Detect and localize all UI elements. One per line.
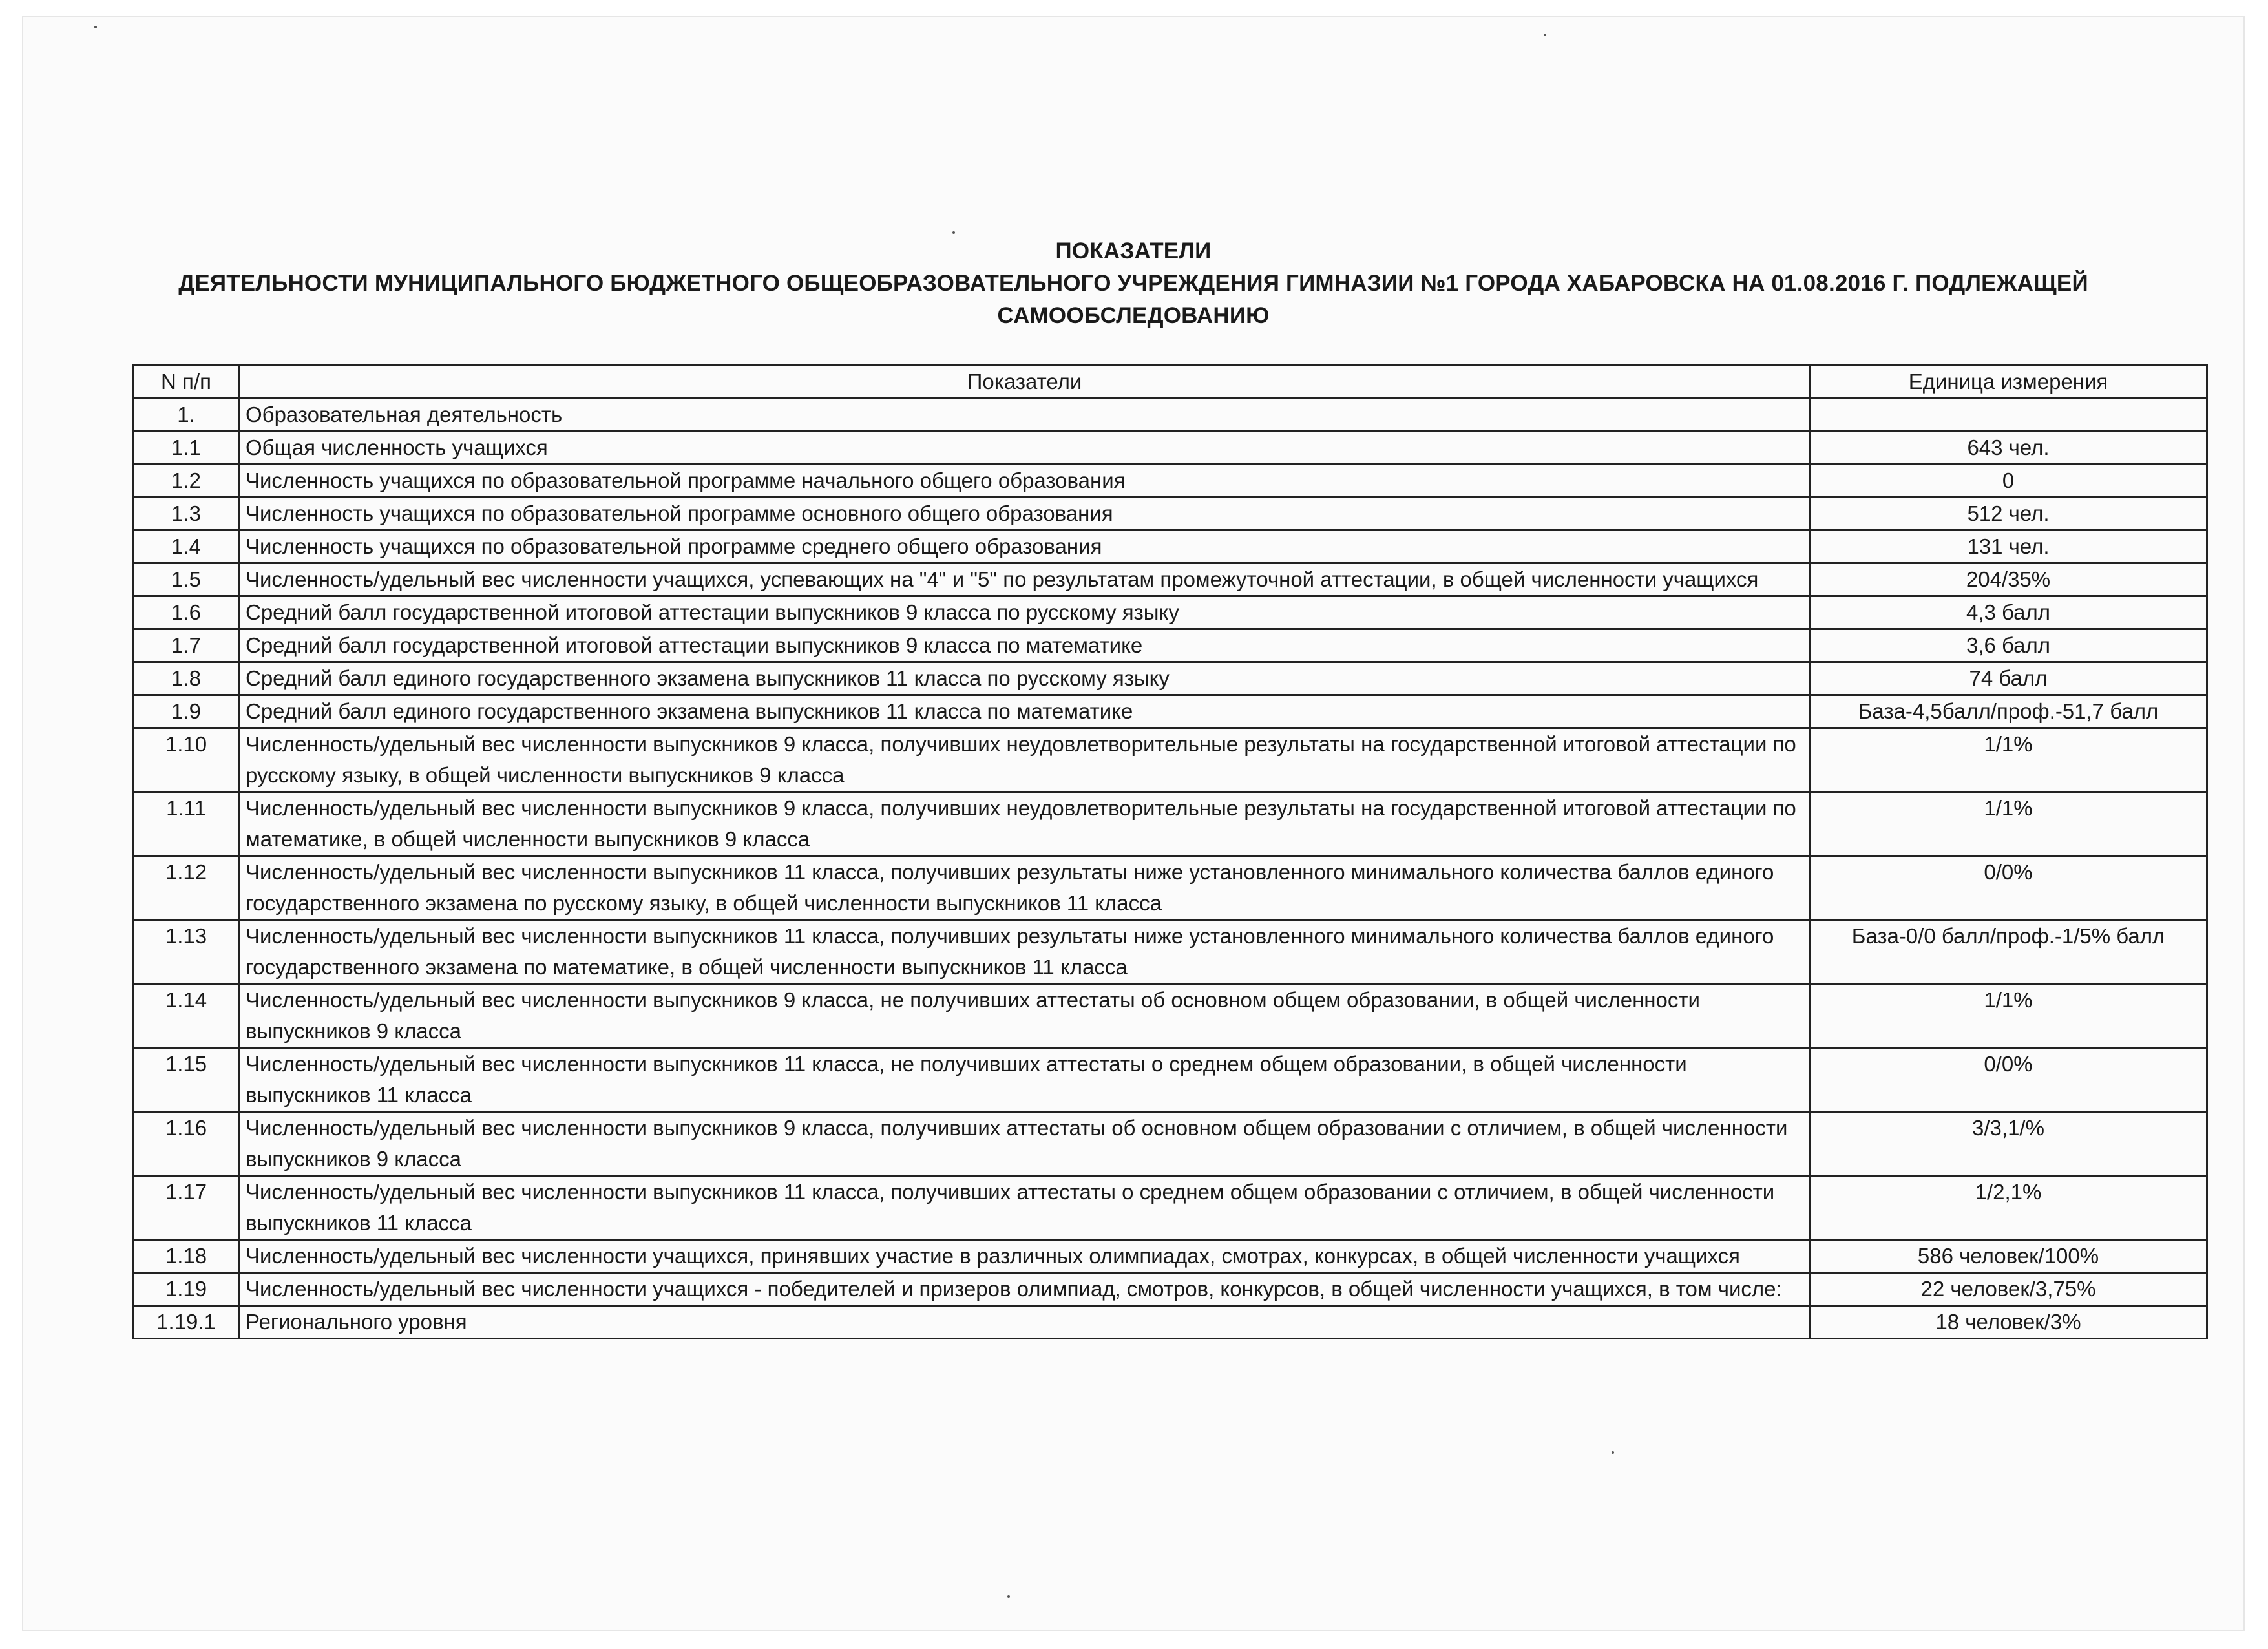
table-row [133, 596, 2207, 629]
table-row [133, 695, 2207, 728]
row-unit: 1/1% [1810, 792, 2207, 856]
table-row [133, 465, 2207, 498]
scan-speck [952, 231, 955, 234]
row-number: 1.19.1 [133, 1306, 240, 1339]
table-row [133, 728, 2207, 792]
row-unit: 586 человек/100% [1810, 1240, 2207, 1273]
row-indicator: Средний балл государственной итоговой аттестации выпускников 9 класса по русскому языку [240, 596, 1810, 629]
row-unit: 3,6 балл [1810, 629, 2207, 662]
scan-speck [1544, 34, 1546, 36]
row-unit: 512 чел. [1810, 498, 2207, 530]
title-line-1: ПОКАЗАТЕЛИ [1055, 238, 1212, 264]
row-number: 1.12 [133, 856, 240, 920]
row-unit: База-0/0 балл/проф.-1/5% балл [1810, 920, 2207, 984]
row-indicator: Средний балл государственной итоговой аттестации выпускников 9 класса по математике [240, 629, 1810, 662]
row-unit: 1/2,1% [1810, 1176, 2207, 1240]
row-number: 1. [133, 399, 240, 432]
row-unit: 0/0% [1810, 1048, 2207, 1112]
scan-speck [1007, 1595, 1010, 1598]
table-row [133, 792, 2207, 856]
row-number: 1.9 [133, 695, 240, 728]
table-row [133, 1273, 2207, 1306]
title-line-2: ДЕЯТЕЛЬНОСТИ МУНИЦИПАЛЬНОГО БЮДЖЕТНОГО ОБЩЕОБРАЗОВАТЕЛЬНОГО УЧРЕЖДЕНИЯ ГИМНАЗИИ №1 ГОРОДА ХАБАРОВСКА НА 01.08.2016 Г. ПОДЛЕЖАЩЕЙ [178, 271, 2088, 296]
row-unit: 1/1% [1810, 728, 2207, 792]
row-number: 1.17 [133, 1176, 240, 1240]
title-line-3: САМООБСЛЕДОВАНИЮ [997, 303, 1270, 328]
row-indicator: Численность/удельный вес численности выпускников 11 класса, получивших результаты ниже установленного минимального количества баллов единого государственного экзамена по математике, в общей численности выпускников 11 класса [240, 920, 1810, 984]
table-row [133, 662, 2207, 695]
table-row [133, 432, 2207, 465]
row-unit: 3/3,1/% [1810, 1112, 2207, 1176]
row-unit: 643 чел. [1810, 432, 2207, 465]
table-row [133, 1306, 2207, 1339]
row-indicator: Численность учащихся по образовательной программе основного общего образования [240, 498, 1810, 530]
row-indicator: Образовательная деятельность [240, 399, 1810, 432]
row-indicator: Средний балл единого государственного экзамена выпускников 11 класса по математике [240, 695, 1810, 728]
row-indicator: Численность/удельный вес численности выпускников 11 класса, не получивших аттестаты о среднем общем образовании, в общей численности выпускников 11 класса [240, 1048, 1810, 1112]
row-number: 1.3 [133, 498, 240, 530]
header-number: N п/п [133, 366, 240, 399]
row-unit: 4,3 балл [1810, 596, 2207, 629]
scanned-page [22, 16, 2245, 1631]
table-header-row [133, 366, 2207, 399]
table-row [133, 984, 2207, 1048]
row-indicator: Общая численность учащихся [240, 432, 1810, 465]
scan-speck [1612, 1451, 1614, 1454]
row-indicator: Численность/удельный вес численности выпускников 9 класса, получивших аттестаты об основном общем образовании с отличием, в общей численности выпускников 9 класса [240, 1112, 1810, 1176]
row-indicator: Численность/удельный вес численности учащихся - победителей и призеров олимпиад, смотров, конкурсов, в общей численности учащихся, в том числе: [240, 1273, 1810, 1306]
row-indicator: Численность/удельный вес численности выпускников 9 класса, не получивших аттестаты об основном общем образовании, в общей численности выпускников 9 класса [240, 984, 1810, 1048]
row-number: 1.16 [133, 1112, 240, 1176]
row-number: 1.13 [133, 920, 240, 984]
row-number: 1.5 [133, 563, 240, 596]
row-number: 1.15 [133, 1048, 240, 1112]
row-unit: 0 [1810, 465, 2207, 498]
table-row [133, 530, 2207, 563]
row-number: 1.18 [133, 1240, 240, 1273]
row-number: 1.19 [133, 1273, 240, 1306]
row-indicator: Регионального уровня [240, 1306, 1810, 1339]
row-indicator: Численность/удельный вес численности выпускников 9 класса, получивших неудовлетворительные результаты на государственной итоговой аттестации по математике, в общей численности выпускников 9 класса [240, 792, 1810, 856]
table-row [133, 399, 2207, 432]
table-row [133, 563, 2207, 596]
row-number: 1.11 [133, 792, 240, 856]
table-row [133, 1048, 2207, 1112]
row-unit: 18 человек/3% [1810, 1306, 2207, 1339]
row-indicator: Численность/удельный вес численности выпускников 11 класса, получивших результаты ниже установленного минимального количества баллов единого государственного экзамена по русскому языку, в общей численности выпускников 11 класса [240, 856, 1810, 920]
indicators-table [132, 364, 2208, 1339]
row-indicator: Средний балл единого государственного экзамена выпускников 11 класса по русскому языку [240, 662, 1810, 695]
table-row [133, 920, 2207, 984]
document-title [151, 235, 2116, 332]
header-unit: Единица измерения [1810, 366, 2207, 399]
row-unit: 0/0% [1810, 856, 2207, 920]
row-number: 1.1 [133, 432, 240, 465]
row-number: 1.6 [133, 596, 240, 629]
row-unit: 1/1% [1810, 984, 2207, 1048]
table-row [133, 1240, 2207, 1273]
table-row [133, 498, 2207, 530]
table-row [133, 856, 2207, 920]
table-row [133, 1176, 2207, 1240]
row-number: 1.2 [133, 465, 240, 498]
header-indicator: Показатели [240, 366, 1810, 399]
row-indicator: Численность учащихся по образовательной программе начального общего образования [240, 465, 1810, 498]
row-indicator: Численность/удельный вес численности учащихся, принявших участие в различных олимпиадах, смотрах, конкурсах, в общей численности учащихся [240, 1240, 1810, 1273]
row-unit: База-4,5балл/проф.-51,7 балл [1810, 695, 2207, 728]
row-number: 1.8 [133, 662, 240, 695]
row-indicator: Численность/удельный вес численности учащихся, успевающих на "4" и "5" по результатам промежуточной аттестации, в общей численности учащихся [240, 563, 1810, 596]
row-unit: 74 балл [1810, 662, 2207, 695]
row-number: 1.14 [133, 984, 240, 1048]
table-row [133, 1112, 2207, 1176]
row-indicator: Численность/удельный вес численности выпускников 9 класса, получивших неудовлетворительные результаты на государственной итоговой аттестации по русскому языку, в общей численности выпускников 9 класса [240, 728, 1810, 792]
row-unit [1810, 399, 2207, 432]
row-indicator: Численность/удельный вес численности выпускников 11 класса, получивших аттестаты о среднем общем образовании с отличием, в общей численности выпускников 11 класса [240, 1176, 1810, 1240]
row-number: 1.4 [133, 530, 240, 563]
row-unit: 131 чел. [1810, 530, 2207, 563]
row-unit: 22 человек/3,75% [1810, 1273, 2207, 1306]
row-number: 1.7 [133, 629, 240, 662]
scan-speck [94, 26, 97, 28]
row-number: 1.10 [133, 728, 240, 792]
row-indicator: Численность учащихся по образовательной программе среднего общего образования [240, 530, 1810, 563]
table-row [133, 629, 2207, 662]
row-unit: 204/35% [1810, 563, 2207, 596]
